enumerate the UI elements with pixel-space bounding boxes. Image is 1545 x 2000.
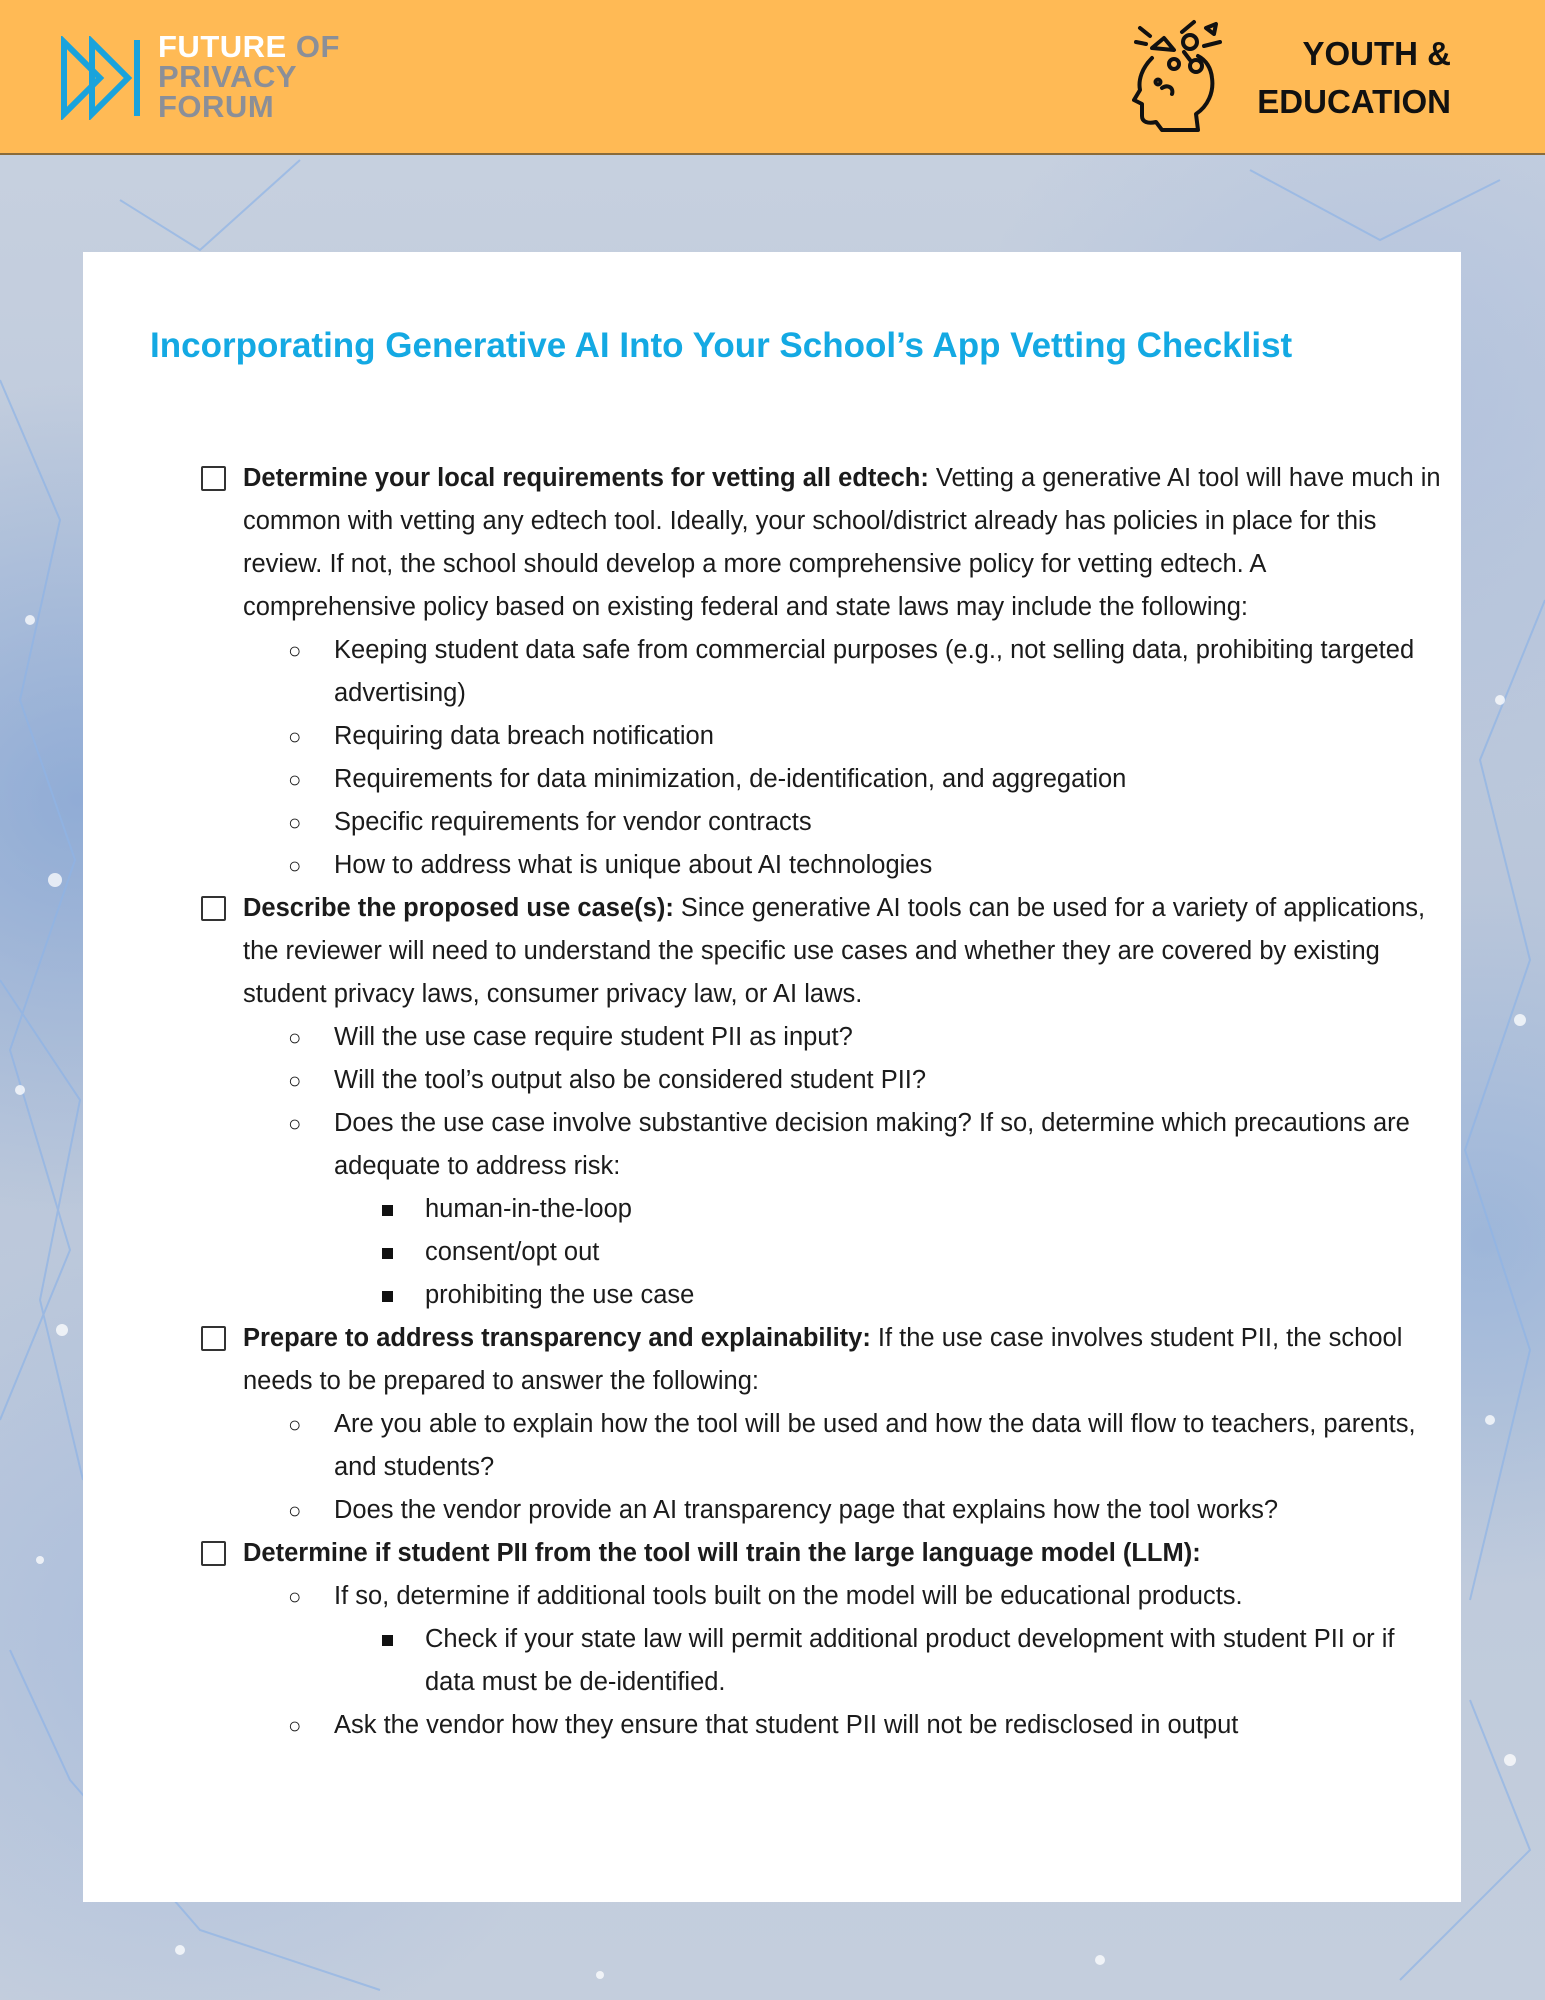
circle-bullet-icon: ○ <box>288 1498 302 1523</box>
square-bullet-icon <box>382 1248 393 1259</box>
list-item <box>201 1102 1441 1188</box>
checklist-item-use-cases <box>201 887 1441 1016</box>
circle-bullet-icon: ○ <box>288 1111 302 1136</box>
circle-bullet-icon: ○ <box>288 638 302 663</box>
circle-bullet-icon: ○ <box>288 853 302 878</box>
list-item-text: Does the vendor provide an AI transparency page that explains how the tool works? <box>334 1496 1279 1524</box>
list-item-text: prohibiting the use case <box>425 1281 695 1309</box>
list-item <box>201 1489 1441 1532</box>
header-banner <box>0 0 1545 155</box>
list-item <box>201 1274 1441 1317</box>
head-with-ideas-icon <box>1132 18 1232 134</box>
list-item <box>201 801 1441 844</box>
logo-word-of: OF <box>295 29 340 64</box>
logo-word-privacy: PRIVACY <box>158 59 298 94</box>
square-bullet-icon <box>382 1291 393 1302</box>
list-item-text: Requiring data breach notification <box>334 722 714 750</box>
list-item-text: Requirements for data minimization, de-identification, and aggregation <box>334 765 1127 793</box>
section-label-line1: YOUTH & <box>1302 35 1451 72</box>
item-heading: Describe the proposed use case(s): <box>243 894 674 922</box>
list-item-text: Check if your state law will permit additional product development with student PII or if data must be de-identified. <box>425 1625 1395 1696</box>
circle-bullet-icon: ○ <box>288 810 302 835</box>
section-label <box>1257 30 1451 126</box>
item-text: If the use case involves student PII, the school needs to be prepared to answer the following: <box>243 1324 1403 1395</box>
checkbox[interactable] <box>201 1326 226 1351</box>
logo-wordmark <box>158 29 398 124</box>
list-item <box>201 1059 1441 1102</box>
list-item <box>201 1618 1441 1704</box>
list-item-text: Does the use case involve substantive decision making? If so, determine which precautions are adequate to address risk: <box>334 1109 1410 1180</box>
list-item-text: If so, determine if additional tools built on the model will be educational products. <box>334 1582 1243 1610</box>
list-item <box>201 844 1441 887</box>
logo-word-future: FUTURE <box>158 29 287 64</box>
circle-bullet-icon: ○ <box>288 1584 302 1609</box>
list-item-text: consent/opt out <box>425 1238 600 1266</box>
item-text: Vetting a generative AI tool will have much in common with vetting any edtech tool. Ideally, your school/district already has policies in place for this review. If not, the school should develop a more comprehensive policy for vetting edtech. A comprehensive policy based on existing federal and state laws may include the following: <box>243 464 1441 621</box>
list-item <box>201 1403 1441 1489</box>
circle-bullet-icon: ○ <box>288 767 302 792</box>
circle-bullet-icon: ○ <box>288 1068 302 1093</box>
checkbox[interactable] <box>201 466 226 491</box>
list-item <box>201 1016 1441 1059</box>
section-label-line2: EDUCATION <box>1257 83 1451 120</box>
checklist-item-llm-training <box>201 1532 1441 1575</box>
checkbox[interactable] <box>201 896 226 921</box>
checklist-item-local-requirements <box>201 457 1441 629</box>
logo-word-forum: FORUM <box>158 89 275 124</box>
list-item-text: Will the tool’s output also be considered student PII? <box>334 1066 927 1094</box>
checklist <box>201 457 1441 1747</box>
circle-bullet-icon: ○ <box>288 1025 302 1050</box>
item-heading: Determine if student PII from the tool will train the large language model (LLM): <box>243 1539 1201 1567</box>
circle-bullet-icon: ○ <box>288 1412 302 1437</box>
list-item <box>201 758 1441 801</box>
item-heading: Determine your local requirements for vetting all edtech: <box>243 464 929 492</box>
list-item-text: Are you able to explain how the tool will be used and how the data will flow to teachers, parents, and students? <box>334 1410 1416 1481</box>
checkbox[interactable] <box>201 1541 226 1566</box>
list-item-text: Specific requirements for vendor contracts <box>334 808 812 836</box>
square-bullet-icon <box>382 1635 393 1646</box>
list-item <box>201 1575 1441 1618</box>
item-text: Since generative AI tools can be used for a variety of applications, the reviewer will need to understand the specific use cases and whether they are covered by existing student privacy laws, consumer privacy law, or AI laws. <box>243 894 1426 1008</box>
list-item <box>201 1188 1441 1231</box>
list-item-text: Will the use case require student PII as input? <box>334 1023 853 1051</box>
checklist-item-transparency <box>201 1317 1441 1403</box>
circle-bullet-icon: ○ <box>288 724 302 749</box>
document-card <box>83 252 1461 1902</box>
page-title: Incorporating Generative AI Into Your School’s App Vetting Checklist <box>150 326 1293 365</box>
list-item <box>201 1231 1441 1274</box>
circle-bullet-icon: ○ <box>288 1713 302 1738</box>
list-item-text: human-in-the-loop <box>425 1195 632 1223</box>
list-item-text: Ask the vendor how they ensure that student PII will not be redisclosed in output <box>334 1711 1239 1739</box>
square-bullet-icon <box>382 1205 393 1216</box>
list-item <box>201 629 1441 715</box>
list-item <box>201 1704 1441 1747</box>
list-item <box>201 715 1441 758</box>
list-item-text: Keeping student data safe from commercial purposes (e.g., not selling data, prohibiting targeted advertising) <box>334 636 1415 707</box>
fast-forward-logo-icon <box>60 36 144 120</box>
item-heading: Prepare to address transparency and explainability: <box>243 1324 871 1352</box>
list-item-text: How to address what is unique about AI technologies <box>334 851 933 879</box>
